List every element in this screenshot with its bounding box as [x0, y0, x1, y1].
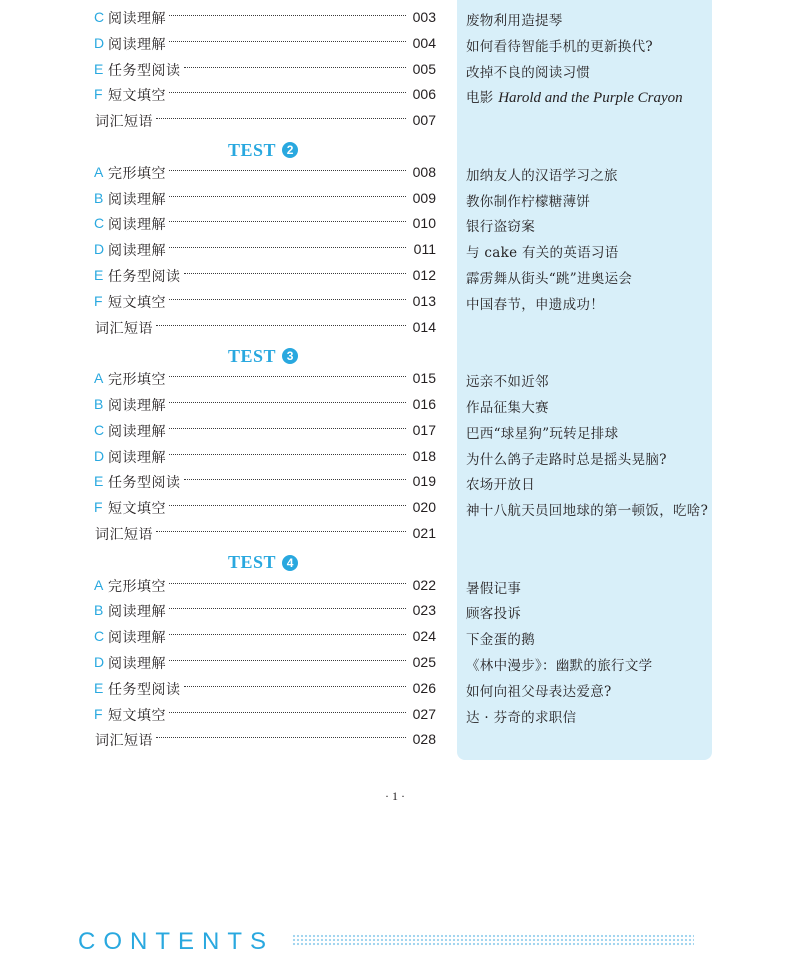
dot-leader	[184, 67, 407, 68]
section-letter: E	[94, 267, 104, 283]
dot-leader	[156, 737, 406, 738]
section-type: 词汇短语	[95, 114, 153, 131]
toc-entry[interactable]	[0, 264, 790, 288]
toc-entry[interactable]	[0, 419, 790, 443]
page-ref: 028	[412, 731, 436, 748]
section-letter: E	[94, 473, 104, 490]
article-title-italic: Harold and the Purple Crayon	[498, 90, 683, 107]
section-type: 阅读理解	[108, 243, 166, 260]
page-ref: 018	[412, 447, 436, 464]
dot-leader	[156, 118, 406, 119]
toc-entry[interactable]	[0, 58, 790, 82]
section-type: 阅读理解	[108, 423, 166, 440]
section-type: 阅读理解	[108, 11, 166, 27]
page-ref: 027	[412, 705, 436, 722]
section-letter: F	[94, 292, 103, 309]
article-title[interactable]: 霹雳舞从街头“跳”进奥运会	[466, 271, 633, 287]
page-ref: 012	[412, 267, 436, 283]
toc-entry[interactable]	[0, 522, 790, 546]
section-type: 短文填空	[108, 88, 166, 105]
toc-entry[interactable]	[0, 161, 790, 185]
article-title[interactable]: 银行盗窃案	[466, 219, 535, 236]
section-letter: F	[94, 86, 103, 103]
test-number-badge: 4	[282, 555, 298, 571]
article-title[interactable]: 农场开放日	[466, 477, 535, 494]
dot-leader	[169, 196, 406, 197]
test-heading	[228, 344, 298, 368]
dot-leader	[169, 15, 406, 16]
dot-leader	[169, 505, 406, 506]
section-letter: A	[94, 370, 104, 387]
section-type: 任务型阅读	[108, 475, 181, 492]
section-type: 阅读理解	[108, 191, 166, 208]
section-type: 任务型阅读	[108, 681, 181, 698]
dot-leader	[169, 376, 406, 377]
toc-entry[interactable]	[0, 367, 790, 391]
test-label: TEST	[228, 345, 277, 366]
section-type: 完形填空	[108, 165, 166, 182]
page-ref: 017	[412, 421, 436, 438]
toc-entry[interactable]	[0, 393, 790, 417]
article-title[interactable]: 作品征集大赛	[466, 400, 549, 416]
page-ref: 021	[412, 525, 436, 541]
article-title[interactable]: 废物利用造提琴	[466, 13, 563, 29]
section-letter: C	[94, 628, 105, 645]
test-number-badge: 2	[282, 142, 298, 158]
toc-entry[interactable]	[0, 574, 790, 598]
dot-leader	[169, 454, 406, 455]
section-letter: B	[94, 396, 104, 412]
section-type: 词汇短语	[95, 527, 153, 543]
article-title[interactable]: 如何看待智能手机的更新换代?	[466, 38, 653, 55]
article-title[interactable]: 教你制作柠檬糖薄饼	[466, 193, 591, 210]
article-title[interactable]: 改掉不良的阅读习惯	[466, 64, 591, 81]
section-letter: B	[94, 602, 104, 619]
page-ref: 025	[412, 654, 436, 670]
page-ref: 019	[412, 473, 436, 490]
section-letter: E	[94, 60, 104, 77]
article-title[interactable]: 远亲不如近邻	[466, 374, 549, 391]
section-letter: D	[94, 34, 105, 51]
section-letter: C	[94, 215, 105, 232]
toc-entry[interactable]	[0, 728, 790, 752]
section-type: 阅读理解	[108, 398, 166, 414]
article-title[interactable]: 《林中漫步》：幽默的旅行文学	[466, 658, 653, 674]
section-type: 任务型阅读	[108, 269, 181, 285]
toc-entry[interactable]	[0, 599, 790, 623]
section-type: 阅读理解	[108, 656, 166, 672]
contents-footer-label: CONTENTS	[78, 928, 274, 955]
toc-entry[interactable]	[0, 625, 790, 649]
page-ref: 023	[412, 602, 436, 619]
section-type: 阅读理解	[108, 36, 166, 53]
test-heading	[228, 138, 298, 162]
page-ref: 007	[412, 112, 436, 129]
toc-entry[interactable]	[0, 109, 790, 133]
article-title[interactable]: 中国春节，申遗成功！	[466, 296, 604, 313]
section-letter: A	[94, 576, 104, 593]
section-letter: F	[94, 705, 103, 722]
page-ref: 026	[412, 679, 436, 696]
section-type: 完形填空	[108, 372, 166, 389]
section-letter: E	[94, 679, 104, 696]
section-letter: D	[94, 654, 105, 670]
toc-entry[interactable]	[0, 290, 790, 314]
article-title-prefix: 电影	[466, 90, 494, 107]
section-type: 词汇短语	[95, 733, 153, 750]
section-type: 短文填空	[108, 707, 166, 724]
dot-leader	[169, 92, 406, 93]
test-label: TEST	[228, 139, 277, 160]
dot-leader	[169, 660, 406, 661]
dot-leader	[169, 402, 406, 403]
test-heading	[228, 551, 298, 575]
contents-dotted-rule	[292, 934, 694, 946]
test-number-badge: 3	[282, 348, 298, 364]
dot-leader	[169, 247, 406, 248]
page-ref: 008	[412, 163, 436, 180]
dot-leader	[169, 712, 406, 713]
page-ref: 011	[413, 241, 436, 258]
page-ref: 022	[412, 576, 436, 593]
page-ref: 009	[412, 189, 436, 206]
test-label: TEST	[228, 552, 277, 573]
dot-leader	[156, 531, 406, 532]
article-title[interactable]: 如何向祖父母表达爱意?	[466, 683, 612, 700]
article-title[interactable]: 达 · 芬奇的求职信	[466, 709, 577, 726]
page-ref: 024	[412, 628, 436, 645]
toc-entry[interactable]	[0, 212, 790, 236]
page-ref: 004	[412, 34, 436, 51]
section-type: 阅读理解	[108, 217, 166, 234]
page-ref: 015	[412, 370, 436, 387]
toc-entry[interactable]	[0, 677, 790, 701]
section-type: 阅读理解	[108, 630, 166, 647]
dot-leader	[156, 325, 406, 326]
article-title[interactable]: 下金蛋的鹅	[466, 632, 535, 649]
section-type: 阅读理解	[108, 604, 166, 621]
page-ref: 013	[412, 292, 436, 309]
article-title[interactable]: 加纳友人的汉语学习之旅	[466, 167, 618, 184]
dot-leader	[169, 583, 406, 584]
dot-leader	[169, 170, 406, 171]
article-title[interactable]	[466, 86, 683, 107]
article-title[interactable]: 神十八航天员回地球的第一顿饭，吃啥?	[466, 503, 709, 520]
dot-leader	[169, 221, 406, 222]
toc-entry[interactable]	[0, 32, 790, 56]
section-letter: B	[94, 189, 104, 206]
section-type: 任务型阅读	[108, 62, 181, 79]
section-letter: F	[94, 499, 103, 516]
dot-leader	[169, 428, 406, 429]
section-type: 词汇短语	[95, 320, 153, 337]
toc-entry[interactable]	[0, 83, 790, 107]
dot-leader	[184, 273, 407, 274]
page-number: · 1 ·	[385, 789, 405, 803]
page-ref: 006	[412, 86, 436, 103]
section-type: 短文填空	[108, 501, 166, 518]
page-ref: 010	[412, 215, 436, 232]
page-ref: 020	[412, 499, 436, 516]
toc-entry[interactable]	[0, 187, 790, 211]
section-letter: A	[94, 163, 104, 180]
toc-entry[interactable]	[0, 703, 790, 727]
page-ref: 014	[412, 318, 436, 335]
page-ref: 003	[412, 9, 436, 25]
section-type: 完形填空	[108, 578, 166, 595]
dot-leader	[169, 634, 406, 635]
dot-leader	[184, 686, 407, 687]
article-title[interactable]: 巴西“球星狗”玩转足排球	[466, 425, 619, 442]
section-letter: D	[94, 447, 105, 464]
article-title[interactable]: 暑假记事	[466, 580, 522, 597]
section-type: 短文填空	[108, 294, 166, 311]
toc-entry[interactable]	[0, 316, 790, 340]
article-title[interactable]: 为什么鸽子走路时总是摇头晃脑?	[466, 451, 667, 468]
dot-leader	[184, 479, 407, 480]
section-type: 阅读理解	[108, 449, 166, 466]
toc-entry[interactable]	[0, 651, 790, 675]
section-letter: D	[94, 241, 105, 258]
dot-leader	[169, 608, 406, 609]
page-ref: 005	[412, 60, 436, 77]
article-title[interactable]: 顾客投诉	[466, 606, 522, 623]
toc-entry[interactable]	[0, 496, 790, 520]
toc-entry[interactable]	[0, 238, 790, 262]
page-ref: 016	[412, 396, 436, 412]
dot-leader	[169, 41, 406, 42]
section-letter: C	[94, 421, 105, 438]
toc-entry[interactable]	[0, 445, 790, 469]
toc-entry[interactable]	[0, 470, 790, 494]
dot-leader	[169, 299, 406, 300]
section-letter: C	[94, 9, 105, 25]
article-title[interactable]: 与 cake 有关的英语习语	[466, 245, 619, 262]
toc-entry[interactable]	[0, 6, 790, 30]
